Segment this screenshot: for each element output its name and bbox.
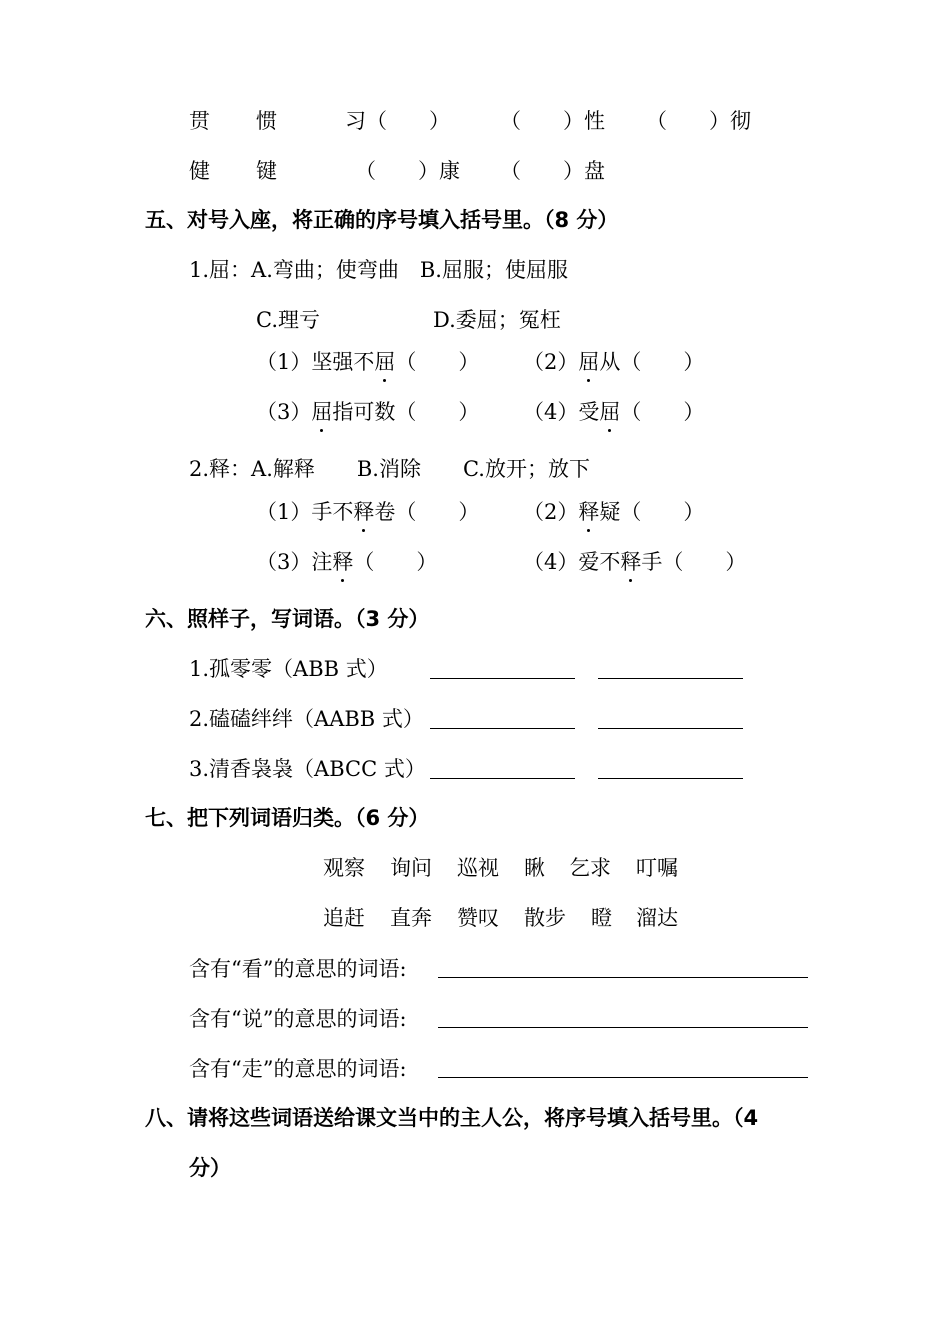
section7-title: 七、把下列词语归类。（6 分） — [145, 806, 430, 830]
answer-line[interactable] — [438, 977, 808, 978]
q2-item-3: （3）注释（ ） — [256, 550, 438, 574]
fill-che: （ ）彻 — [646, 109, 751, 133]
word-6: 叮嘱 — [636, 856, 678, 880]
answer-blank[interactable] — [430, 778, 575, 779]
word-4: 瞅 — [524, 856, 545, 880]
word-5: 乞求 — [569, 856, 611, 880]
word-1: 观察 — [323, 856, 365, 880]
answer-line[interactable] — [438, 1077, 808, 1078]
answer-blank[interactable] — [598, 778, 743, 779]
category-say: 含有“说”的意思的词语: — [189, 1007, 407, 1031]
answer-blank[interactable] — [430, 728, 575, 729]
word-12: 溜达 — [636, 906, 678, 930]
q1-item-2: （2）屈从（ ） — [523, 350, 705, 374]
s6-item-3: 3.清香袅袅（ABCC 式） — [189, 757, 426, 781]
q2-item-1: （1）手不释卷（ ） — [256, 500, 480, 524]
word-jian: 健 — [189, 159, 210, 183]
word-7: 追赶 — [323, 906, 365, 930]
q1-def-c: C.理亏 — [256, 308, 320, 332]
fill-xing: （ ）性 — [500, 109, 605, 133]
emphasis-dot-char: 释 — [578, 500, 600, 524]
fill-xi: 习（ ） — [345, 109, 450, 133]
emphasis-dot-char: 释 — [620, 550, 642, 574]
emphasis-dot-char: 释 — [332, 550, 354, 574]
q1-item-1: （1）坚强不屈（ ） — [256, 350, 480, 374]
s6-item-1: 1.孤零零（ABB 式） — [189, 657, 388, 681]
word-9: 赞叹 — [457, 906, 499, 930]
q1-def-d: D.委屈；冤枉 — [433, 308, 561, 332]
answer-blank[interactable] — [598, 728, 743, 729]
category-walk: 含有“走”的意思的词语: — [189, 1057, 407, 1081]
answer-blank[interactable] — [430, 678, 575, 679]
word-guan: 贯 — [189, 109, 210, 133]
q2-item-2: （2）释疑（ ） — [523, 500, 705, 524]
word-guan2: 惯 — [256, 109, 277, 133]
answer-line[interactable] — [438, 1027, 808, 1028]
word-3: 巡视 — [457, 856, 499, 880]
answer-blank[interactable] — [598, 678, 743, 679]
word-10: 散步 — [524, 906, 566, 930]
word-11: 瞪 — [591, 906, 612, 930]
fill-pan: （ ）盘 — [500, 159, 605, 183]
emphasis-dot-char: 屈 — [311, 400, 333, 424]
emphasis-dot-char: 屈 — [599, 400, 621, 424]
word-jian2: 键 — [256, 159, 277, 183]
emphasis-dot-char: 屈 — [578, 350, 600, 374]
section8-title-cont: 分） — [189, 1156, 231, 1180]
q1-item-3: （3）屈指可数（ ） — [256, 400, 480, 424]
section6-title: 六、照样子，写词语。（3 分） — [145, 607, 430, 631]
category-look: 含有“看”的意思的词语: — [189, 957, 407, 981]
q1-definitions: 1.屈：A.弯曲；使弯曲 B.屈服；使屈服 — [189, 258, 568, 282]
word-8: 直奔 — [390, 906, 432, 930]
emphasis-dot-char: 释 — [353, 500, 375, 524]
section8-title: 八、请将这些词语送给课文当中的主人公，将序号填入括号里。（4 — [145, 1106, 759, 1130]
word-2: 询问 — [390, 856, 432, 880]
q2-definitions: 2.释：A.解释 B.消除 C.放开；放下 — [189, 457, 590, 481]
s6-item-2: 2.磕磕绊绊（AABB 式） — [189, 707, 424, 731]
q1-item-4: （4）受屈（ ） — [523, 400, 705, 424]
fill-kang: （ ）康 — [355, 159, 460, 183]
emphasis-dot-char: 屈 — [374, 350, 396, 374]
q2-item-4: （4）爱不释手（ ） — [523, 550, 747, 574]
section5-title: 五、对号入座，将正确的序号填入括号里。（8 分） — [145, 208, 619, 232]
